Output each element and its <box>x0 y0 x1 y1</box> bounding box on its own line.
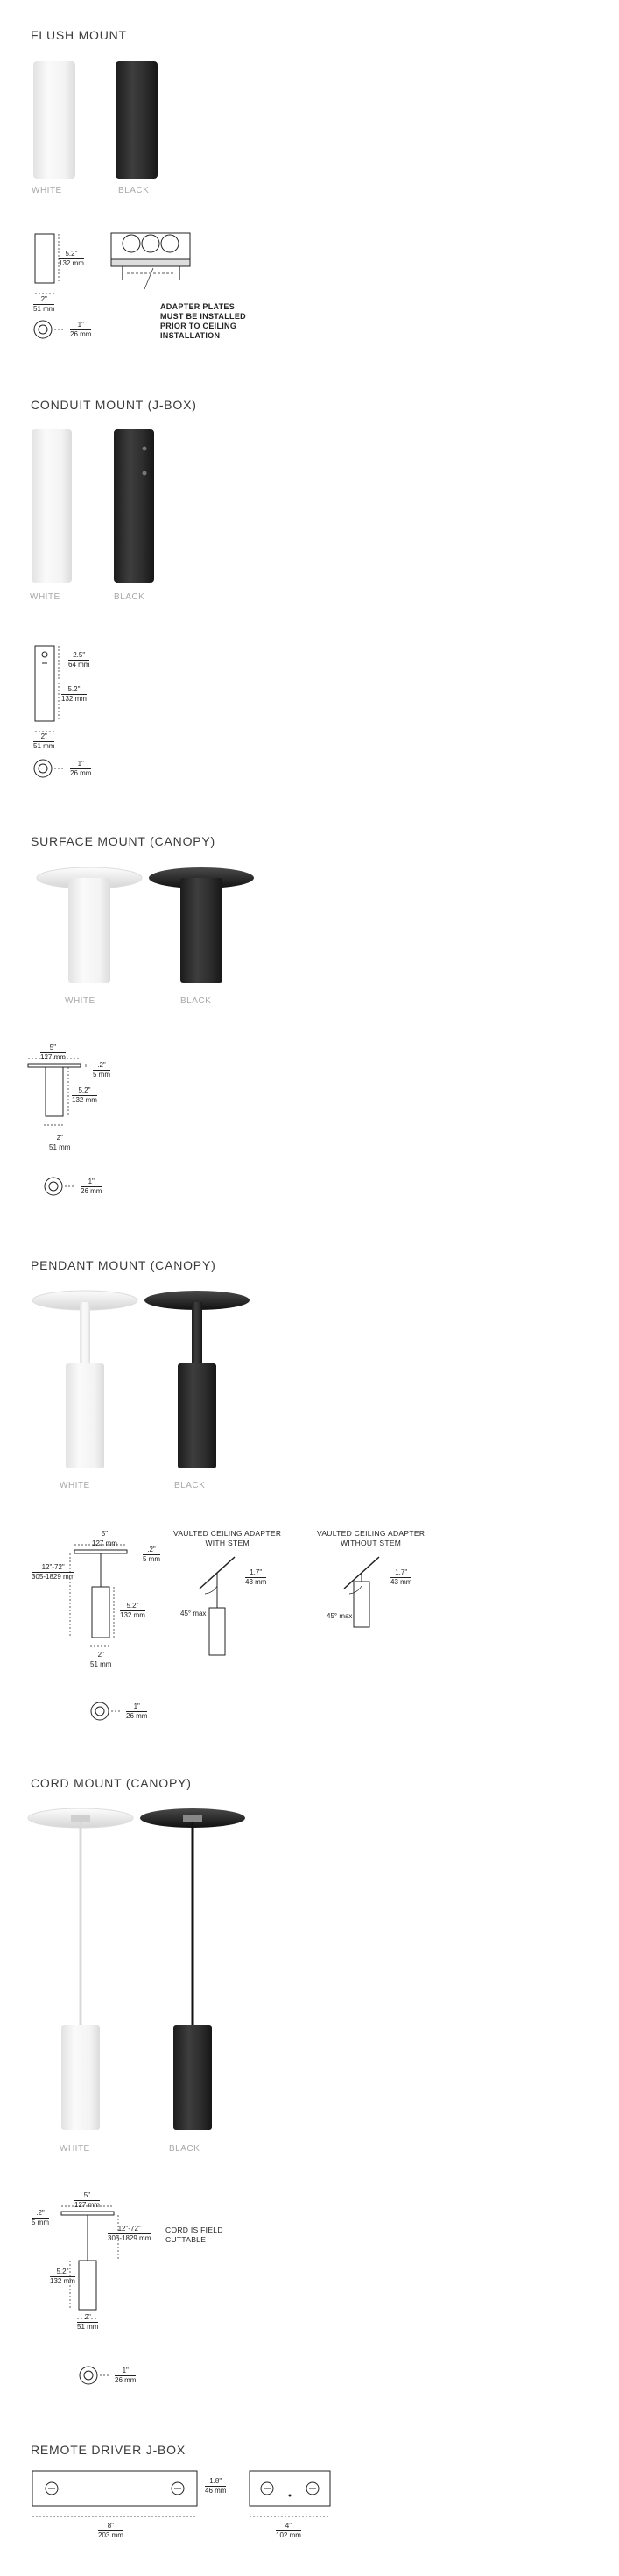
pendant-aperture-dim: 1" 26 mm <box>126 1702 148 1720</box>
cord-height-dim: 5.2" 132 mm <box>50 2268 75 2285</box>
vaulted-adapter-without-stem-label: VAULTED CEILING ADAPTER WITHOUT STEM <box>317 1529 426 1547</box>
surface-canopy-dim: 5" 127 mm <box>40 1044 66 1061</box>
caption-black: BLACK <box>169 2144 200 2154</box>
caption-black: BLACK <box>118 186 150 195</box>
pendant-width-dim: 2" 51 mm <box>90 1651 112 1668</box>
driver-height-dim: 1.8" 46 mm <box>205 2477 227 2495</box>
cord-cuttable-note: CORD IS FIELD CUTTABLE <box>165 2226 223 2244</box>
conduit-height-dim: 5.2" 132 mm <box>61 685 87 703</box>
conduit-aperture-dim: 1" 26 mm <box>70 760 92 777</box>
aperture-icon <box>33 759 54 780</box>
black-cord-fixture <box>138 1808 248 2136</box>
aperture-icon <box>44 1177 65 1198</box>
vaulted-with-stem-angle: 45° max <box>180 1610 207 1617</box>
adapter-note: ADAPTER PLATES MUST BE INSTALLED PRIOR TO CEILING INSTALLATION <box>160 302 246 340</box>
section-title-surface: SURFACE MOUNT (CANOPY) <box>31 834 216 848</box>
vaulted-adapter-without-stem-diagram <box>337 1555 398 1643</box>
surface-height-dim: 5.2" 132 mm <box>72 1086 97 1104</box>
section-title-cord: CORD MOUNT (CANOPY) <box>31 1776 192 1790</box>
pendant-canopy-dim: 5" 127 mm <box>92 1530 117 1547</box>
vaulted-without-stem-angle: 45° max <box>327 1612 353 1620</box>
cord-aperture-dim: 1" 26 mm <box>115 2367 137 2384</box>
black-conduit-cylinder <box>114 429 158 587</box>
conduit-top-dim: 2.5" 64 mm <box>68 651 90 669</box>
caption-white: WHITE <box>30 592 60 602</box>
surface-thickness-dim: .2" 5 mm <box>93 1061 110 1079</box>
vaulted-adapter-with-stem-label: VAULTED CEILING ADAPTER WITH STEM <box>173 1529 282 1547</box>
surface-aperture-dim: 1" 26 mm <box>81 1178 102 1195</box>
aperture-icon <box>90 1702 111 1723</box>
white-cord-fixture <box>26 1808 136 2136</box>
caption-black: BLACK <box>174 1481 206 1490</box>
cord-canopy-dim: 5" 127 mm <box>74 2191 100 2209</box>
white-surface-fixture <box>35 866 144 988</box>
section-title-driver: REMOTE DRIVER J-BOX <box>31 2443 186 2457</box>
pendant-height-dim: 5.2" 132 mm <box>120 1602 145 1619</box>
caption-white: WHITE <box>60 2144 90 2154</box>
section-title-pendant: PENDANT MOUNT (CANOPY) <box>31 1258 216 1272</box>
vaulted-with-stem-dim: 1.7" 43 mm <box>245 1568 267 1586</box>
caption-white: WHITE <box>60 1481 90 1490</box>
driver-width-dim: 8" 203 mm <box>98 2522 123 2539</box>
cord-thickness-dim: .2" 5 mm <box>32 2209 49 2226</box>
flush-width-dim: 2" 51 mm <box>33 295 55 313</box>
section-title-conduit: CONDUIT MOUNT (J-BOX) <box>31 398 197 412</box>
surface-width-dim: 2" 51 mm <box>49 1134 71 1151</box>
cord-length-dim: 12"-72" 305-1829 mm <box>108 2225 151 2242</box>
flush-aperture-dim: 1" 26 mm <box>70 321 92 338</box>
white-flush-cylinder <box>33 61 77 180</box>
aperture-icon <box>33 320 54 341</box>
adapter-plate-diagram <box>109 226 197 296</box>
caption-black: BLACK <box>180 996 212 1006</box>
flush-height-dim: 5.2" 132 mm <box>59 250 84 267</box>
aperture-icon <box>79 2366 100 2387</box>
caption-white: WHITE <box>32 186 62 195</box>
driver-side-dim: 4" 102 mm <box>276 2522 301 2539</box>
black-flush-cylinder <box>116 61 159 180</box>
vaulted-without-stem-dim: 1.7" 43 mm <box>390 1568 412 1586</box>
caption-black: BLACK <box>114 592 145 602</box>
cord-width-dim: 2" 51 mm <box>77 2313 99 2331</box>
caption-white: WHITE <box>65 996 95 1006</box>
pendant-thickness-dim: .2" 5 mm <box>143 1546 160 1563</box>
pendant-length-dim: 12"-72" 305-1829 mm <box>32 1563 75 1581</box>
white-pendant-fixture <box>31 1290 140 1474</box>
white-conduit-cylinder <box>32 429 75 587</box>
section-title-flush: FLUSH MOUNT <box>31 28 127 42</box>
black-surface-fixture <box>147 866 257 988</box>
conduit-width-dim: 2" 51 mm <box>33 732 55 750</box>
black-pendant-fixture <box>143 1290 252 1474</box>
